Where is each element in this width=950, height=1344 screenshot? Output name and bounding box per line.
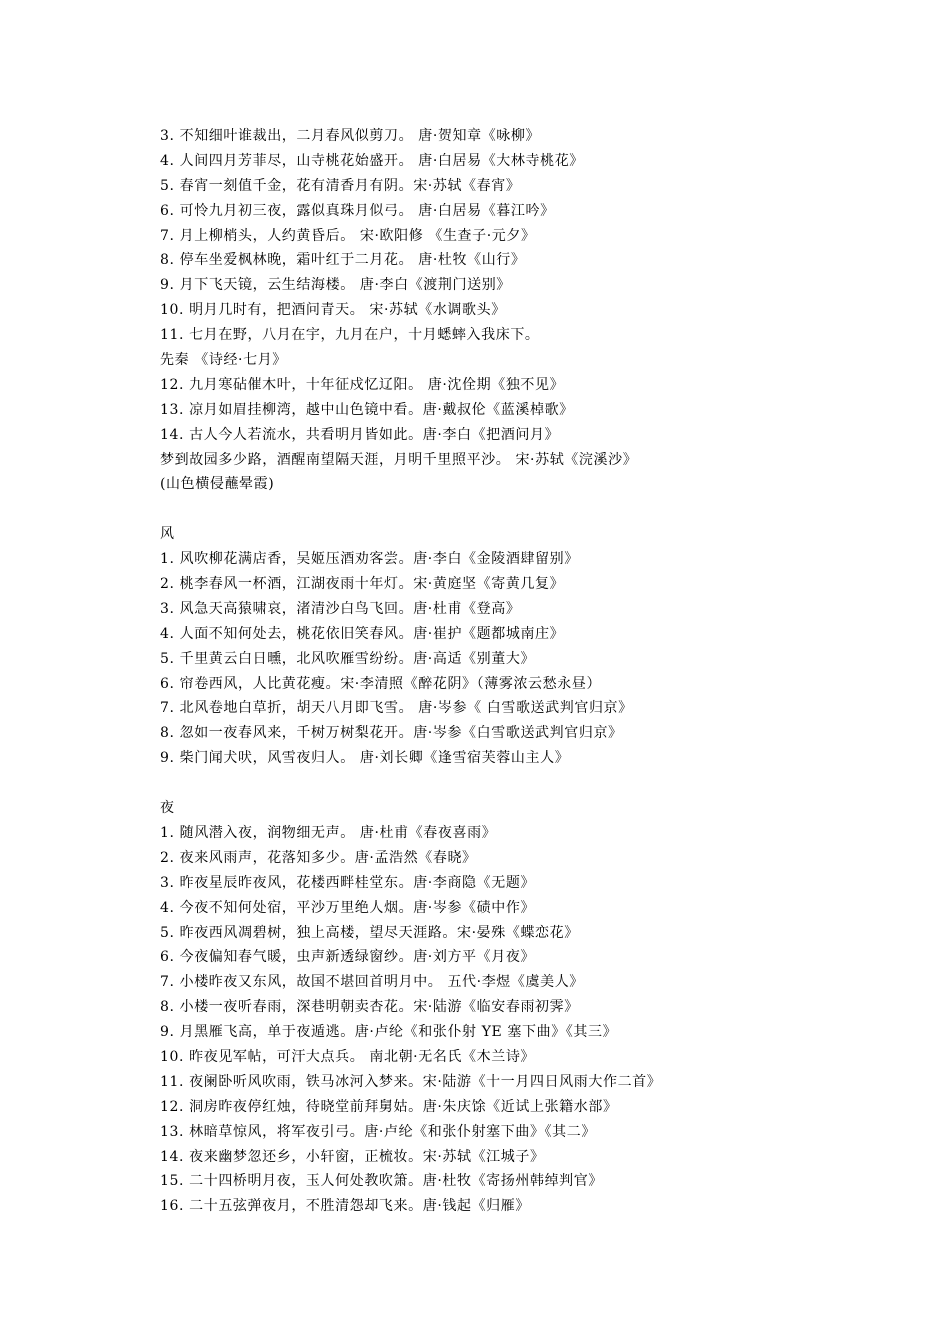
poem-line: 14. 夜来幽梦忽还乡，小轩窗，正梳妆。宋·苏轼《江城子》 bbox=[160, 1148, 545, 1165]
poem-line: 11. 夜阑卧听风吹雨，铁马冰河入梦来。宋·陆游《十一月四日风雨大作二首》 bbox=[160, 1073, 662, 1090]
poem-line: 9. 柴门闻犬吠，风雪夜归人。 唐·刘长卿《逢雪宿芙蓉山主人》 bbox=[160, 750, 570, 767]
poem-line: 5. 千里黄云白日曛，北风吹雁雪纷纷。唐·高适《别董大》 bbox=[160, 650, 536, 667]
poem-line: 13. 凉月如眉挂柳湾，越中山色镜中看。唐·戴叔伦《蓝溪棹歌》 bbox=[160, 401, 574, 418]
poem-line: 13. 林暗草惊风，将军夜引弓。唐·卢纶《和张仆射塞下曲》《其二》 bbox=[160, 1123, 596, 1140]
poem-line: 2. 桃李春风一杯酒，江湖夜雨十年灯。宋·黄庭坚《寄黄几复》 bbox=[160, 576, 565, 593]
poem-line: 4. 今夜不知何处宿，平沙万里绝人烟。唐·岑参《碛中作》 bbox=[160, 899, 536, 916]
poem-line: 7. 小楼昨夜又东风，故国不堪回首明月中。 五代·李煜《虞美人》 bbox=[160, 974, 584, 991]
poem-line: 16. 二十五弦弹夜月，不胜清怨却飞来。唐·钱起《归雁》 bbox=[160, 1198, 530, 1215]
poem-line: 2. 夜来风雨声，花落知多少。唐·孟浩然《春晓》 bbox=[160, 849, 477, 866]
poem-line: 1. 风吹柳花满店香，吴姬压酒劝客尝。唐·李白《金陵酒肆留别》 bbox=[160, 551, 579, 568]
poem-line: 6. 今夜偏知春气暖，虫声新透绿窗纱。唐·刘方平《月夜》 bbox=[160, 949, 536, 966]
poem-line: 11. 七月在野，八月在宇，九月在户，十月蟋蟀入我床下。 bbox=[160, 327, 540, 344]
poem-line: 7. 北风卷地白草折，胡天八月即飞雪。 唐·岑参《 白雪歌送武判官归京》 bbox=[160, 700, 633, 717]
poem-line: 3. 风急天高猿啸哀，渚清沙白鸟飞回。唐·杜甫《登高》 bbox=[160, 600, 521, 617]
poem-line: 6. 可怜九月初三夜，露似真珠月似弓。 唐·白居易《暮江吟》 bbox=[160, 202, 555, 219]
poem-line: 9. 月黑雁飞高，单于夜遁逃。唐·卢纶《和张仆射 YE 塞下曲》《其三》 bbox=[160, 1024, 618, 1041]
poem-line: 14. 古人今人若流水，共看明月皆如此。唐·李白《把酒问月》 bbox=[160, 426, 560, 443]
poem-line: 9. 月下飞天镜，云生结海楼。 唐·李白《渡荆门送别》 bbox=[160, 277, 511, 294]
poem-line: 8. 忽如一夜春风来，千树万树梨花开。唐·岑参《白雪歌送武判官归京》 bbox=[160, 725, 623, 742]
poem-line: 3. 昨夜星辰昨夜风，花楼西畔桂堂东。唐·李商隐《无题》 bbox=[160, 874, 536, 891]
poem-line: 8. 停车坐爱枫林晚，霜叶红于二月花。 唐·杜牧《山行》 bbox=[160, 252, 526, 269]
wind-section bbox=[160, 522, 920, 771]
poem-line: 12. 九月寒砧催木叶，十年征戍忆辽阳。 唐·沈佺期《独不见》 bbox=[160, 376, 565, 393]
moon-section bbox=[160, 124, 920, 497]
poem-line: 5. 春宵一刻值千金，花有清香月有阴。宋·苏轼《春宵》 bbox=[160, 177, 521, 194]
poem-line: 7. 月上柳梢头，人约黄昏后。 宋·欧阳修 《生查子·元夕》 bbox=[160, 227, 536, 244]
poem-line: 12. 洞房昨夜停红烛，待晓堂前拜舅姑。唐·朱庆馀《近试上张籍水部》 bbox=[160, 1098, 618, 1115]
poem-line: 梦到故园多少路，酒醒南望隔天涯，月明千里照平沙。 宋·苏轼《浣溪沙》 bbox=[160, 451, 638, 468]
poem-line: 3. 不知细叶谁裁出，二月春风似剪刀。 唐·贺知章《咏柳》 bbox=[160, 128, 541, 144]
poem-line: 4. 人面不知何处去，桃花依旧笑春风。唐·崔护《题都城南庄》 bbox=[160, 625, 565, 642]
poem-line: 6. 帘卷西风，人比黄花瘦。宋·李清照《醉花阴》（薄雾浓云愁永昼） bbox=[160, 675, 602, 692]
night-section bbox=[160, 796, 920, 1219]
document-page bbox=[160, 124, 920, 1219]
section-heading: 风 bbox=[160, 526, 175, 543]
poem-line: 4. 人间四月芳菲尽，山寺桃花始盛开。 唐·白居易《大林寺桃花》 bbox=[160, 152, 584, 169]
section-spacer bbox=[160, 771, 920, 796]
poem-line: 1. 随风潜入夜，润物细无声。 唐·杜甫《春夜喜雨》 bbox=[160, 824, 497, 841]
poem-note-line: (山色横侵蘸晕霞) bbox=[160, 476, 275, 493]
poem-source-line: 先秦 《诗经·七月》 bbox=[160, 352, 287, 369]
section-heading: 夜 bbox=[160, 800, 175, 817]
section-spacer bbox=[160, 497, 920, 522]
poem-line: 10. 昨夜见军帖，可汗大点兵。 南北朝·无名氏《木兰诗》 bbox=[160, 1048, 536, 1065]
poem-line: 15. 二十四桥明月夜，玉人何处教吹箫。唐·杜牧《寄扬州韩绰判官》 bbox=[160, 1173, 603, 1190]
poem-line: 5. 昨夜西风凋碧树，独上高楼，望尽天涯路。宋·晏殊《蝶恋花》 bbox=[160, 924, 579, 941]
poem-line: 10. 明月几时有，把酒问青天。 宋·苏轼《水调歌头》 bbox=[160, 302, 506, 319]
poem-line: 8. 小楼一夜听春雨，深巷明朝卖杏花。宋·陆游《临安春雨初霁》 bbox=[160, 999, 579, 1016]
